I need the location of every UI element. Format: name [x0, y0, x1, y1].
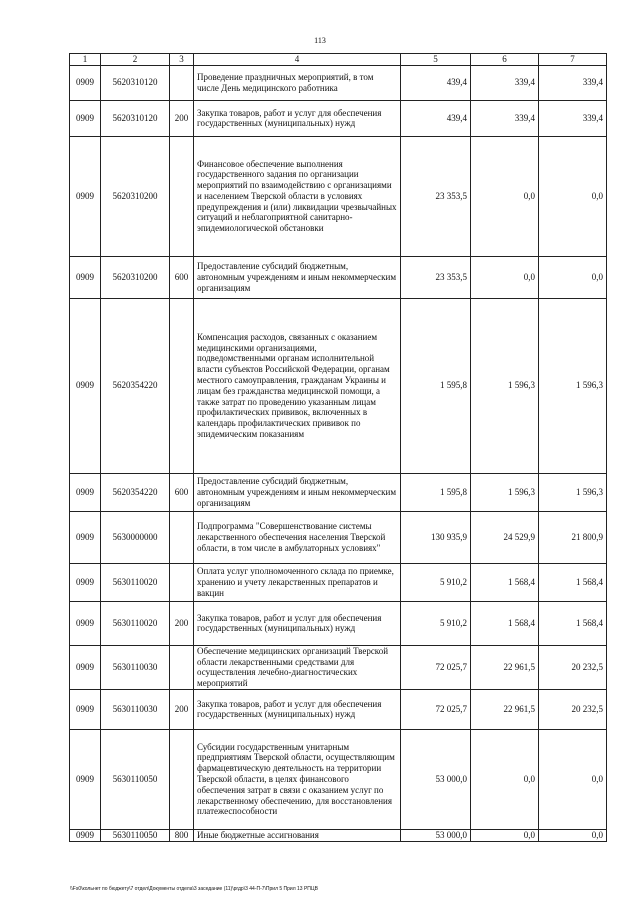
expense-type-cell: 600	[170, 473, 194, 511]
expense-type-cell: 200	[170, 100, 194, 136]
amount-year3-cell: 1 596,3	[539, 298, 607, 473]
amount-year2-cell: 0,0	[471, 256, 539, 298]
amount-year1-cell: 23 353,5	[401, 256, 471, 298]
amount-year1-cell: 1 595,8	[401, 298, 471, 473]
amount-year2-cell: 339,4	[471, 100, 539, 136]
table-row	[70, 829, 607, 841]
header-cell: 7	[539, 54, 607, 66]
table-row	[70, 601, 607, 645]
section-code-cell: 0909	[70, 829, 101, 841]
expense-type-cell	[170, 298, 194, 473]
amount-year2-cell: 0,0	[471, 729, 539, 829]
amount-year3-cell: 0,0	[539, 829, 607, 841]
amount-year3-cell: 339,4	[539, 65, 607, 100]
target-article-cell: 5620354220	[101, 473, 170, 511]
amount-year3-cell: 0,0	[539, 729, 607, 829]
expense-type-cell: 600	[170, 256, 194, 298]
description-cell: Компенсация расходов, связанных с оказанием медицинскими организациями, подведомственными органам исполнительной власти субъектов Российской Федерации, органам местного самоуправления, гражданам Украины и лицам без гражданства медицинской помощи, а также затрат по проведению указанным лицам профилактических прививок, включенных в календарь профилактических прививок по эпидемическим показаниям	[194, 298, 401, 473]
target-article-cell: 5620354220	[101, 298, 170, 473]
amount-year2-cell: 339,4	[471, 65, 539, 100]
amount-year1-cell: 72 025,7	[401, 689, 471, 729]
expense-type-cell	[170, 729, 194, 829]
table-row	[70, 65, 607, 100]
amount-year2-cell: 0,0	[471, 829, 539, 841]
amount-year2-cell: 24 529,9	[471, 511, 539, 563]
amount-year3-cell: 339,4	[539, 100, 607, 136]
table-row	[70, 689, 607, 729]
header-cell: 5	[401, 54, 471, 66]
expense-type-cell: 200	[170, 689, 194, 729]
section-code-cell: 0909	[70, 65, 101, 100]
section-code-cell: 0909	[70, 256, 101, 298]
table-row	[70, 645, 607, 689]
target-article-cell: 5630110050	[101, 729, 170, 829]
expense-type-cell	[170, 645, 194, 689]
amount-year1-cell: 53 000,0	[401, 729, 471, 829]
description-cell: Предоставление субсидий бюджетным, автономным учреждениям и иным некоммерческим организациям	[194, 256, 401, 298]
description-cell: Подпрограмма "Совершенствование системы лекарственного обеспечения населения Тверской области, в том числе в амбулаторных условиях"	[194, 511, 401, 563]
target-article-cell: 5630110020	[101, 601, 170, 645]
table-header-row	[70, 54, 607, 66]
expense-type-cell	[170, 563, 194, 601]
target-article-cell: 5630110050	[101, 829, 170, 841]
description-cell: Оплата услуг уполномоченного склада по приемке, хранению и учету лекарственных препаратов и вакцин	[194, 563, 401, 601]
amount-year3-cell: 20 232,5	[539, 689, 607, 729]
amount-year2-cell: 1 596,3	[471, 298, 539, 473]
budget-table	[69, 53, 607, 842]
description-cell: Обеспечение медицинских организаций Тверской области лекарственными средствами для осуществления лечебно-диагностических мероприятий	[194, 645, 401, 689]
target-article-cell: 5620310120	[101, 65, 170, 100]
amount-year2-cell: 1 568,4	[471, 563, 539, 601]
target-article-cell: 5620310200	[101, 256, 170, 298]
header-cell: 3	[170, 54, 194, 66]
amount-year1-cell: 1 595,8	[401, 473, 471, 511]
table-row	[70, 100, 607, 136]
amount-year1-cell: 439,4	[401, 100, 471, 136]
amount-year1-cell: 5 910,2	[401, 563, 471, 601]
section-code-cell: 0909	[70, 645, 101, 689]
description-cell: Закупка товаров, работ и услуг для обеспечения государственных (муниципальных) нужд	[194, 100, 401, 136]
table-row	[70, 256, 607, 298]
description-cell: Предоставление субсидий бюджетным, автономным учреждениям и иным некоммерческим организациям	[194, 473, 401, 511]
amount-year1-cell: 130 935,9	[401, 511, 471, 563]
target-article-cell: 5620310200	[101, 136, 170, 256]
description-cell: Закупка товаров, работ и услуг для обеспечения государственных (муниципальных) нужд	[194, 601, 401, 645]
file-path-footer: \\Fs0\кольнет по бюджету\7 отдел\Документы отдела\3 заседание (11)\ргдр\3 44-П-7\Прил 5 Прил 13 РПЦВ	[70, 886, 318, 892]
table-row	[70, 473, 607, 511]
amount-year2-cell: 1 568,4	[471, 601, 539, 645]
section-code-cell: 0909	[70, 563, 101, 601]
description-cell: Субсидии государственным унитарным предприятиям Тверской области, осуществляющим фармацевтическую деятельность на территории Тверской области, в целях финансового обеспечения затрат в связи с оказанием услуг по лекарственному обеспечению, для восстановления платежеспособности	[194, 729, 401, 829]
target-article-cell: 5630110030	[101, 645, 170, 689]
table-row	[70, 298, 607, 473]
amount-year1-cell: 23 353,5	[401, 136, 471, 256]
table-row	[70, 729, 607, 829]
table-row	[70, 136, 607, 256]
section-code-cell: 0909	[70, 729, 101, 829]
section-code-cell: 0909	[70, 601, 101, 645]
section-code-cell: 0909	[70, 298, 101, 473]
section-code-cell: 0909	[70, 100, 101, 136]
table-row	[70, 511, 607, 563]
amount-year3-cell: 0,0	[539, 256, 607, 298]
amount-year1-cell: 5 910,2	[401, 601, 471, 645]
description-cell: Закупка товаров, работ и услуг для обеспечения государственных (муниципальных) нужд	[194, 689, 401, 729]
expense-type-cell	[170, 65, 194, 100]
expense-type-cell	[170, 511, 194, 563]
target-article-cell: 5620310120	[101, 100, 170, 136]
amount-year3-cell: 1 568,4	[539, 563, 607, 601]
expense-type-cell	[170, 136, 194, 256]
target-article-cell: 5630110030	[101, 689, 170, 729]
amount-year3-cell: 1 596,3	[539, 473, 607, 511]
header-cell: 4	[194, 54, 401, 66]
amount-year1-cell: 53 000,0	[401, 829, 471, 841]
amount-year3-cell: 0,0	[539, 136, 607, 256]
amount-year1-cell: 439,4	[401, 65, 471, 100]
amount-year3-cell: 21 800,9	[539, 511, 607, 563]
amount-year1-cell: 72 025,7	[401, 645, 471, 689]
table-row	[70, 563, 607, 601]
header-cell: 6	[471, 54, 539, 66]
amount-year3-cell: 20 232,5	[539, 645, 607, 689]
amount-year2-cell: 1 596,3	[471, 473, 539, 511]
target-article-cell: 5630110020	[101, 563, 170, 601]
amount-year2-cell: 0,0	[471, 136, 539, 256]
section-code-cell: 0909	[70, 473, 101, 511]
header-cell: 2	[101, 54, 170, 66]
page-number: 113	[314, 36, 326, 45]
amount-year3-cell: 1 568,4	[539, 601, 607, 645]
expense-type-cell: 800	[170, 829, 194, 841]
expense-type-cell: 200	[170, 601, 194, 645]
description-cell: Финансовое обеспечение выполнения государственного задания по организации мероприятий по взаимодействию с организациями и населением Тверской области в условиях предупреждения и (или) ликвидации чрезвычайных ситуаций и неблагоприятной санитарно-эпидемиологической обстановки	[194, 136, 401, 256]
amount-year2-cell: 22 961,5	[471, 689, 539, 729]
amount-year2-cell: 22 961,5	[471, 645, 539, 689]
section-code-cell: 0909	[70, 511, 101, 563]
description-cell: Проведение праздничных мероприятий, в том числе День медицинского работника	[194, 65, 401, 100]
section-code-cell: 0909	[70, 689, 101, 729]
description-cell: Иные бюджетные ассигнования	[194, 829, 401, 841]
header-cell: 1	[70, 54, 101, 66]
section-code-cell: 0909	[70, 136, 101, 256]
target-article-cell: 5630000000	[101, 511, 170, 563]
